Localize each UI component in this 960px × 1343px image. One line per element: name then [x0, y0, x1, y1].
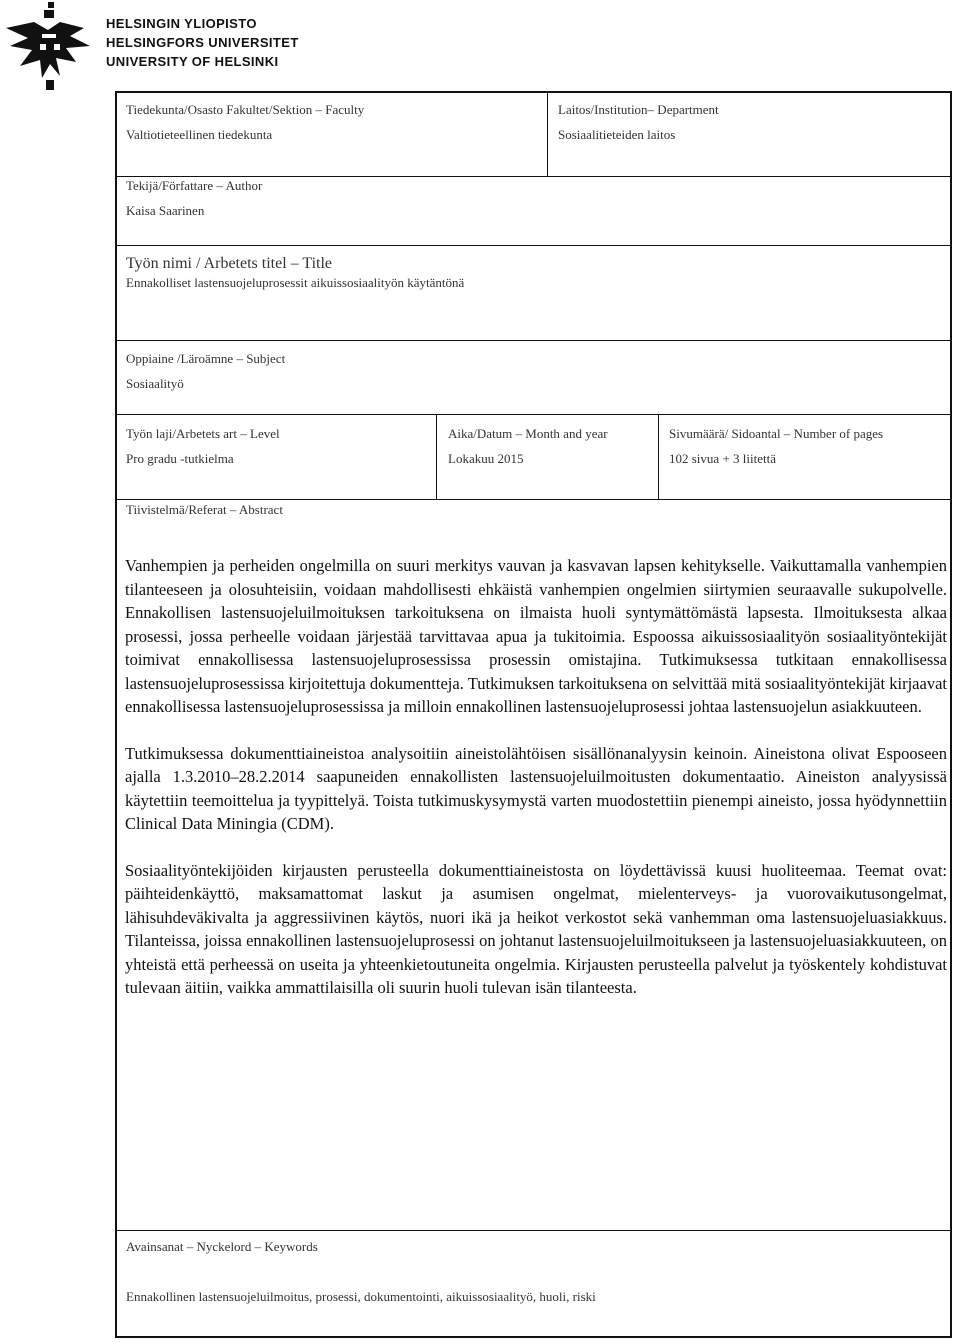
- subject-label: Oppiaine /Läroämne – Subject: [126, 351, 286, 366]
- department-cell: [558, 97, 719, 147]
- abstract-paragraph: Sosiaalityöntekijöiden kirjausten perusteella dokumenttiaineistosta on löydettävissä kuusi huoliteemaa. Teemat ovat: päihteidenkäyttö, maksamattomat laskut ja asumisen ongelmat, mielenterveys- ja vuorovaikutusongelmat, lähisuhdeväkivalta ja aggressiivinen käytös, nuori ikä ja heikot verkostot sekä vanhemman oma lastensuojeluasiakkuus. Tilanteissa, joissa ennakollinen lastensuojeluprosessi on johtanut lastensuojeluilmoitukseen ja lastensuojeluasiakkuuteen, on yhteistä että perheessä on useita ja yhteenkietoutuneita ongelmia. Kirjausten perusteella palvelut ja työskentely kohdistuvat tulevaan äitiin, vaikka ammattilaisilla oli suurin huoli tulevan isän tilanteesta.: [125, 860, 947, 997]
- keywords-label-cell: [126, 1234, 318, 1259]
- title-label: Työn nimi / Arbetets titel – Title: [126, 255, 332, 272]
- university-name-sv: HELSINGFORS UNIVERSITET: [106, 35, 299, 50]
- faculty-label: Tiedekunta/Osasto Fakultet/Sektion – Faculty: [126, 102, 365, 117]
- subject-value: Sosiaalityö: [126, 376, 184, 391]
- faculty-cell: [126, 97, 364, 147]
- level-label: Työn laji/Arbetets art – Level: [126, 426, 280, 441]
- keywords-value-cell: [126, 1284, 596, 1309]
- department-value: Sosiaalitieteiden laitos: [558, 127, 676, 142]
- author-value: Kaisa Saarinen: [126, 203, 205, 218]
- helsinki-flame-logo-icon: [4, 0, 96, 92]
- pages-label: Sivumäärä/ Sidoantal – Number of pages: [669, 426, 884, 441]
- date-value: Lokakuu 2015: [448, 451, 524, 466]
- department-label: Laitos/Institution– Department: [558, 102, 719, 117]
- divider-keywords: [115, 1230, 952, 1231]
- abstract-label: Tiivistelmä/Referat – Abstract: [126, 502, 283, 517]
- level-value: Pro gradu -tutkielma: [126, 451, 234, 466]
- keywords-value: Ennakollinen lastensuojeluilmoitus, prosessi, dokumentointi, aikuissosiaalityö, huoli, riski: [126, 1289, 596, 1304]
- abstract-text: [125, 554, 947, 1023]
- subject-cell: [126, 346, 285, 396]
- divider-row-3: [115, 340, 952, 341]
- university-name-en: UNIVERSITY OF HELSINKI: [106, 54, 279, 69]
- university-name-fi: HELSINGIN YLIOPISTO: [106, 16, 257, 31]
- title-cell: [126, 254, 464, 292]
- university-names: [106, 14, 299, 71]
- date-cell: [448, 421, 608, 471]
- divider-date-pages: [658, 414, 659, 500]
- divider-level-date: [436, 414, 437, 500]
- pages-cell: [669, 421, 883, 471]
- pages-value: 102 sivua + 3 liitettä: [669, 451, 776, 466]
- faculty-value: Valtiotieteellinen tiedekunta: [126, 127, 273, 142]
- date-label: Aika/Datum – Month and year: [448, 426, 608, 441]
- keywords-label: Avainsanat – Nyckelord – Keywords: [126, 1239, 318, 1254]
- level-cell: [126, 421, 280, 471]
- abstract-paragraph: Vanhempien ja perheiden ongelmilla on suuri merkitys vauvan ja kasvavan lapsen kehitykselle. Vaikuttamalla vanhempien tilanteeseen ja olosuhteisiin, voidaan mahdollisesti ehkäistä vanhempien ongelmien siirtymien seuraavalle sukupolvelle. Ennakollisen lastensuojeluilmoituksen tarkoituksena on ilmaista huoli syntymättömästä lapsesta. Ilmoituksesta alkaa prosessi, jossa perheelle voidaan järjestää tarvittavaa apua ja tukitoimia. Espoossa aikuissosiaalityön sosiaalityöntekijät toimivat ennakollisessa lastensuojeluprosessissa prosessin omistajina. Tutkimuksessa tutkitaan ennakollisessa lastensuojeluprosessissa kirjoitettuja dokumentteja. Tutkimuksen tarkoituksena on selvittää mitä sosiaalityöntekijät kirjaavat ennakollisessa lastensuojeluprosessissa ja milloin ennakollinen lastensuojeluprosessi johtaa lastensuojelun asiakkuuteen.: [125, 556, 947, 716]
- divider-row-4: [115, 414, 952, 415]
- divider-faculty-department: [547, 91, 548, 177]
- author-label: Tekijä/Författare – Author: [126, 178, 263, 193]
- title-value: Ennakolliset lastensuojeluprosessit aikuissosiaalityön käytäntönä: [126, 275, 465, 290]
- divider-row-2: [115, 245, 952, 246]
- abstract-label-cell: [126, 497, 283, 522]
- author-cell: [126, 173, 262, 223]
- abstract-paragraph: Tutkimuksessa dokumenttiaineistoa analysoitiin aineistolähtöisen sisällönanalyysin keinoin. Aineistona olivat Espooseen ajalla 1.3.2010–28.2.2014 saapuneiden ennakollisten lastensuojeluilmoitusten dokumentaatio. Aineiston analyysissä käytettiin teemoittelua ja tyypittelyä. Toista tutkimuskysymystä varten muodostettiin pienempi aineisto, jossa hyödynnettiin Clinical Data Miningia (CDM).: [125, 743, 947, 833]
